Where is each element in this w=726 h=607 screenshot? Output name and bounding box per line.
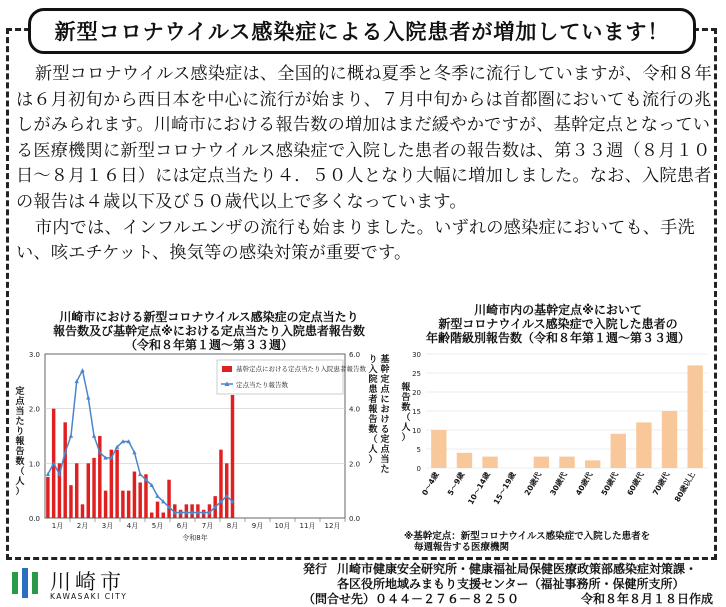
bar [81, 504, 84, 518]
left-axis-label-char: た [15, 417, 25, 427]
bar [104, 491, 107, 518]
right-tick-label: 6.0 [349, 351, 361, 359]
y-axis-label-char: （ [401, 413, 411, 423]
x-tick-label: 40歳代 [573, 470, 595, 498]
x-tick-label: 60歳代 [625, 470, 646, 498]
footnote-line2: 毎週報告する医療機関 [414, 542, 510, 553]
bar [219, 450, 222, 518]
right-axis-label-char: る [380, 425, 390, 435]
y-tick-label: 25 [412, 370, 421, 378]
right-axis-label-char: 入 [368, 365, 378, 375]
footnote-line1: ※基幹定点：新型コロナウイルス感染症で入院した患者を [404, 531, 651, 542]
x-tick-label: 10～14歳 [466, 470, 492, 507]
bar [225, 463, 228, 518]
right-axis-label-char: 人 [368, 445, 378, 455]
left-chart-title-line2: 報告数及び基幹定点※における定点当たり入院患者報告数 [53, 324, 365, 338]
bar [69, 485, 72, 518]
y-tick-label: 10 [412, 427, 421, 435]
right-axis-label-char: 院 [368, 375, 378, 385]
bar [431, 430, 446, 468]
x-tick-label: 10月 [274, 522, 291, 530]
y-axis-label-char: ） [401, 433, 411, 443]
bar [687, 365, 702, 468]
right-tick-label: 2.0 [349, 460, 361, 469]
bar [534, 457, 549, 468]
bar [127, 491, 130, 518]
x-tick-label: 9月 [251, 522, 264, 530]
bar [138, 482, 141, 518]
right-axis-label-char: 定 [380, 435, 390, 445]
x-tick-label: 2月 [76, 522, 89, 530]
x-tick-label: 15～19歳 [491, 470, 518, 507]
right-axis-label-char: お [380, 405, 390, 415]
footer [303, 562, 713, 607]
paragraph-1: 新型コロナウイルス感染症は、全国的に概ね夏季と冬季に流行していますが、令和８年は６月初旬から西日本を中心に流行が始まり、７月中旬からは首都圏においても流行の兆しがみられます。川崎市における報告数の増加はまだ緩やかですが、基幹定点となっている医療機関に新型コロナウイルス感染症で入院した患者の報告数は、第３３週（８月１０日～８月１６日）には定点当たり４．５０人となり大幅に増加しました。なお、入院患者の報告は４歳以下及び５０歳代以上で多くなっています。 [16, 64, 712, 212]
right-axis-label-char: 患 [368, 385, 378, 395]
left-tick-label: 3.0 [28, 351, 40, 359]
x-axis-label: 令和8年 [182, 534, 208, 542]
right-chart-title-line3: 年齢階級別報告数（令和８年第１週～第３３週） [425, 331, 690, 345]
bar [482, 457, 497, 468]
bar [110, 450, 113, 518]
left-chart [0, 350, 400, 555]
bar [156, 502, 159, 518]
x-tick-label: 11月 [299, 522, 316, 530]
right-axis-label-char: 者 [368, 395, 378, 405]
left-chart-title-line1: 川崎市における新型コロナウイルス感染症の定点当たり [59, 310, 359, 324]
legend-bar-swatch [222, 366, 232, 372]
right-axis-label-char: 数 [368, 425, 378, 435]
bar [150, 513, 153, 518]
right-chart [398, 348, 718, 533]
x-tick-label: 6月 [176, 522, 189, 530]
x-tick-label: 30歳代 [548, 470, 569, 498]
right-axis-label-char: に [380, 395, 390, 405]
bar [611, 434, 626, 468]
x-tick-label: 70歳代 [650, 470, 672, 498]
left-tick-label: 0.0 [28, 515, 40, 523]
y-axis-label-char: 数 [401, 403, 411, 413]
left-chart-title [24, 310, 394, 352]
legend-bar-label: 基幹定点における定点当たり入院患者報告数 [236, 365, 366, 373]
y-tick-label: 15 [412, 408, 421, 416]
x-tick-label: 20歳代 [522, 470, 544, 498]
bar [457, 453, 472, 468]
bar [636, 422, 651, 468]
right-axis-label-char: 点 [380, 385, 390, 395]
bar [87, 463, 90, 518]
x-tick-label: 4月 [126, 522, 139, 530]
right-axis-label-char: 告 [368, 415, 378, 425]
left-axis-label-char: （ [15, 467, 25, 477]
footer-line2: 各区役所地域みまもり支援センター（福祉事務所・保健所支所） [337, 577, 685, 591]
left-axis-label-char: ） [15, 487, 25, 497]
bar [162, 513, 165, 518]
bar [46, 477, 49, 518]
right-axis-label-char: 定 [380, 375, 390, 385]
y-tick-label: 0 [416, 465, 421, 473]
y-tick-label: 20 [412, 389, 421, 397]
footer-date: 令和８年８月１８日作成 [580, 592, 713, 606]
logo-sub: KAWASAKI CITY [50, 592, 128, 601]
right-axis-label-char: 幹 [380, 365, 390, 375]
right-chart-title-line1: 川崎市内の基幹定点※において [474, 303, 642, 317]
title-banner [28, 8, 696, 54]
bar [121, 491, 124, 518]
left-axis-label-char: 当 [15, 407, 25, 417]
right-axis-label-char: た [380, 465, 390, 475]
footer-row1 [303, 562, 713, 577]
kawasaki-logo [8, 566, 158, 606]
bar [585, 460, 600, 468]
bar [75, 463, 78, 518]
right-axis-label-char: 当 [380, 455, 390, 465]
x-tick-label: 80歳以上 [672, 470, 697, 504]
y-axis-label-char: 告 [401, 393, 411, 403]
paragraph-2: 市内では、インフルエンザの流行も始まりました。いずれの感染症においても、手洗い、咳エチケット、換気等の感染対策が重要です。 [16, 217, 695, 264]
footnote [404, 531, 650, 553]
footer-row3 [303, 592, 713, 607]
left-axis-label-char: 点 [15, 397, 25, 407]
y-axis-label-char: 人 [401, 423, 411, 433]
left-chart-title-line3: （令和８年第１週～第３３週） [124, 338, 293, 352]
left-axis-label-char: 告 [15, 447, 25, 457]
footer-publisher-label: 発行 [303, 562, 328, 576]
body-text [16, 62, 716, 267]
right-axis-label-char: 報 [368, 405, 378, 415]
footer-contact: （問合せ先）０４４－２７６－８２５０ [303, 592, 520, 606]
x-tick-label: 12月 [324, 522, 341, 530]
x-tick-label: 1月 [51, 522, 64, 530]
x-tick-label: 7月 [201, 522, 214, 530]
bar [559, 457, 574, 468]
right-axis-label-char: け [380, 415, 390, 425]
x-tick-label: 50歳代 [599, 470, 621, 498]
left-axis-label-char: 定 [15, 387, 25, 397]
left-axis-label-char: 報 [15, 437, 25, 447]
x-tick-label: 0～4歳 [420, 470, 441, 498]
x-tick-label: 5月 [151, 522, 164, 530]
bar [133, 472, 136, 518]
right-axis-label-char: り [368, 355, 378, 365]
x-tick-label: 3月 [101, 522, 114, 530]
left-tick-label: 1.0 [28, 460, 40, 469]
bar [92, 458, 95, 518]
bar [167, 480, 170, 518]
right-tick-label: 0.0 [349, 515, 361, 523]
footer-line1: 川崎市健康安全研究所・健康福祉局保健医療政策部感染症対策課・ [337, 562, 698, 576]
left-tick-label: 2.0 [28, 405, 40, 414]
bar [115, 450, 118, 518]
y-tick-label: 30 [412, 351, 421, 359]
y-tick-label: 5 [416, 446, 421, 454]
right-axis-label-char: （ [368, 435, 378, 445]
right-axis-label-char: 基 [380, 355, 390, 365]
right-axis-label-char: ） [368, 455, 378, 465]
right-axis-label-char: 点 [380, 445, 390, 455]
left-axis-label-char: 数 [15, 457, 25, 467]
bar [662, 411, 677, 468]
left-axis-label-char: 人 [15, 477, 25, 487]
right-chart-title [398, 303, 718, 345]
logo-name: 川崎市 [50, 570, 125, 594]
left-axis-label-char: り [15, 427, 25, 437]
y-axis-label-char: 報 [401, 383, 411, 393]
x-tick-label: 5～9歳 [445, 470, 467, 498]
legend-line-label: 定点当たり報告数 [236, 381, 288, 389]
right-tick-label: 4.0 [349, 405, 361, 414]
bar [63, 422, 66, 518]
page-title: 新型コロナウイルス感染症による入院患者が増加しています！ [54, 20, 670, 44]
right-chart-title-line2: 新型コロナウイルス感染症で入院した患者の [438, 317, 678, 331]
x-tick-label: 8月 [226, 522, 239, 530]
